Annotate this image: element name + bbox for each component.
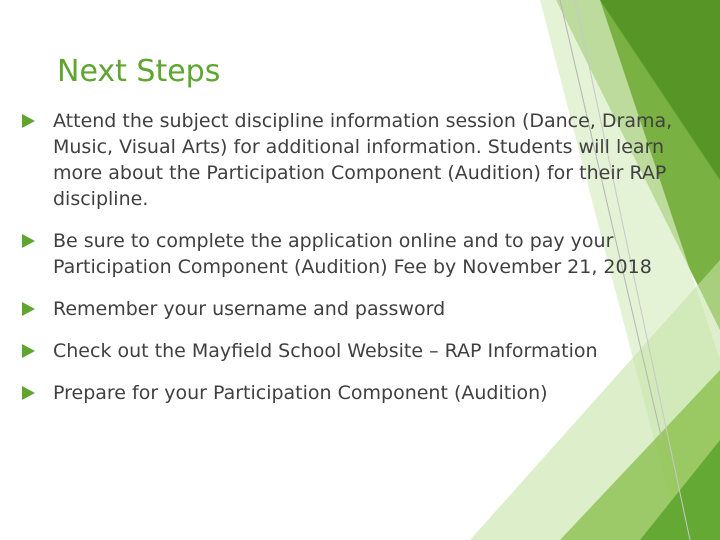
bullet-text: Check out the Mayfield School Website – RAP Information [53,340,598,362]
bullet-item [22,296,702,322]
bullet-text: Attend the subject discipline information session (Dance, Drama, Music, Visual Arts) for additional information. Students will learn more about the Participation Component (Audition) for their RAP discipline. [53,110,673,210]
bullet-item [22,338,702,364]
bullet-text: Prepare for your Participation Component (Audition) [53,382,548,404]
bullet-item [22,380,702,406]
triangle-arrow-icon [22,114,35,128]
bullet-item [22,108,702,212]
bullet-text: Be sure to complete the application online and to pay your Participation Component (Audition) Fee by November 21, 2018 [53,230,652,278]
triangle-arrow-icon [22,386,35,400]
slide-title: Next Steps [57,54,221,89]
bullet-list [22,108,702,422]
bullet-text: Remember your username and password [53,298,446,320]
triangle-arrow-icon [22,344,35,358]
triangle-arrow-icon [22,302,35,316]
triangle-arrow-icon [22,234,35,248]
bullet-item [22,228,702,280]
